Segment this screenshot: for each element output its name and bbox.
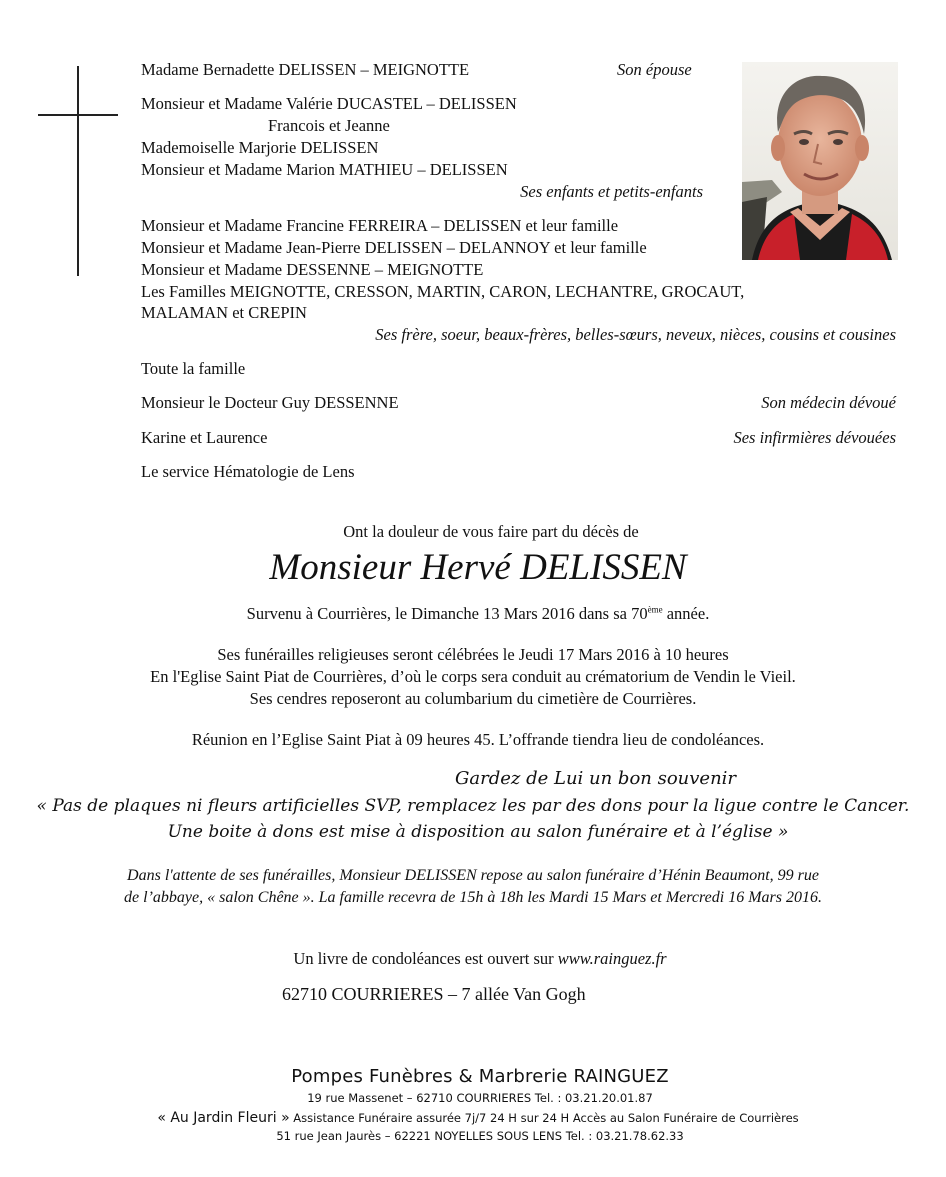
family-address: 62710 COURRIERES – 7 allée Van Gogh [282, 984, 586, 1004]
child-line: Monsieur et Madame Marion MATHIEU – DELISSEN [141, 160, 508, 179]
website-link[interactable]: www.rainguez.fr [557, 949, 667, 968]
funeral-home-services-line [0, 1109, 946, 1127]
grandchildren-line: Francois et Jeanne [268, 116, 390, 135]
wait-line-2: de l’abbaye, « salon Chêne ». La famille recevra de 15h à 18h les Mardi 15 Mars et Mercredi 16 Mars 2016. [124, 889, 822, 906]
hospital-service: Le service Hématologie de Lens [141, 462, 355, 481]
nurses-role: Ses infirmières dévouées [733, 428, 896, 447]
services-text: Assistance Funéraire assurée 7j/7 24 H sur 24 H Accès au Salon Funéraire de Courrières [289, 1111, 799, 1125]
siblings-role: Ses frère, soeur, beaux-frères, belles-sœurs, neveux, nièces, cousins et cousines [375, 325, 896, 344]
condolence-book-line [0, 949, 946, 969]
death-date-text: Survenu à Courrières, le Dimanche 13 Mars 2016 dans sa 70 [246, 604, 648, 623]
spouse-role: Son épouse [617, 60, 692, 79]
death-year-word: année. [662, 604, 710, 623]
funeral-home-address-2: 51 rue Jean Jaurès – 62221 NOYELLES SOUS LENS Tel. : 03.21.78.62.33 [276, 1129, 684, 1143]
wait-line-1: Dans l'attente de ses funérailles, Monsieur DELISSEN repose au salon funéraire d’Hénin Beaumont, 99 rue [127, 867, 819, 884]
child-line: Monsieur et Madame Valérie DUCASTEL – DELISSEN [141, 94, 517, 113]
all-family: Toute la famille [141, 359, 246, 378]
funeral-line-2: En l'Eglise Saint Piat de Courrières, d’où le corps sera conduit au crématorium de Vendin le Vieil. [150, 667, 796, 686]
condolence-book-text: Un livre de condoléances est ouvert sur [293, 949, 558, 968]
doctor-role: Son médecin dévoué [761, 393, 896, 412]
funeral-line-1: Ses funérailles religieuses seront célébrées le Jeudi 17 Mars 2016 à 10 heures [217, 645, 729, 664]
garden-name: « Au Jardin Fleuri » [157, 1110, 290, 1126]
deceased-name: Monsieur Hervé DELISSEN [269, 547, 687, 588]
meeting-line: Réunion en l’Eglise Saint Piat à 09 heures 45. L’offrande tiendra lieu de condoléances. [191, 730, 765, 749]
sibling-line: Monsieur et Madame Francine FERREIRA – DELISSEN et leur famille [141, 216, 619, 235]
portrait-photo [742, 62, 898, 260]
funeral-home-title: Pompes Funèbres & Marbrerie RAINGUEZ [291, 1066, 669, 1087]
ordinal-suffix: ème [647, 604, 663, 615]
funeral-line-3: Ses cendres reposeront au columbarium du cimetière de Courrières. [249, 689, 697, 708]
flowers-line-2: Une boite à dons est mise à disposition au salon funéraire et à l’église » [167, 822, 789, 842]
children-role: Ses enfants et petits-enfants [520, 182, 703, 201]
sibling-line: Monsieur et Madame Jean-Pierre DELISSEN – DELANNOY et leur famille [141, 238, 647, 257]
cross-horizontal-bar [38, 114, 118, 116]
cross-vertical-bar [77, 66, 79, 276]
nurses-name: Karine et Laurence [141, 428, 268, 447]
flowers-line-1: « Pas de plaques ni fleurs artificielles SVP, remplacez les par des dons pour la ligue contre le Cancer. [36, 796, 910, 816]
sibling-line: Monsieur et Madame DESSENNE – MEIGNOTTE [141, 260, 484, 279]
funeral-home-address-1: 19 rue Massenet – 62710 COURRIERES Tel. : 03.21.20.01.87 [307, 1091, 653, 1105]
child-line: Mademoiselle Marjorie DELISSEN [141, 138, 379, 157]
spouse-name: Madame Bernadette DELISSEN – MEIGNOTTE [141, 60, 470, 79]
souvenir-line: Gardez de Lui un bon souvenir [455, 768, 737, 789]
families-line: Les Familles MEIGNOTTE, CRESSON, MARTIN, CARON, LECHANTRE, GROCAUT, [141, 282, 745, 301]
doctor-name: Monsieur le Docteur Guy DESSENNE [141, 393, 399, 412]
families-line: MALAMAN et CREPIN [141, 303, 307, 322]
death-line [0, 604, 946, 624]
announcement-intro: Ont la douleur de vous faire part du décès de [343, 522, 639, 541]
